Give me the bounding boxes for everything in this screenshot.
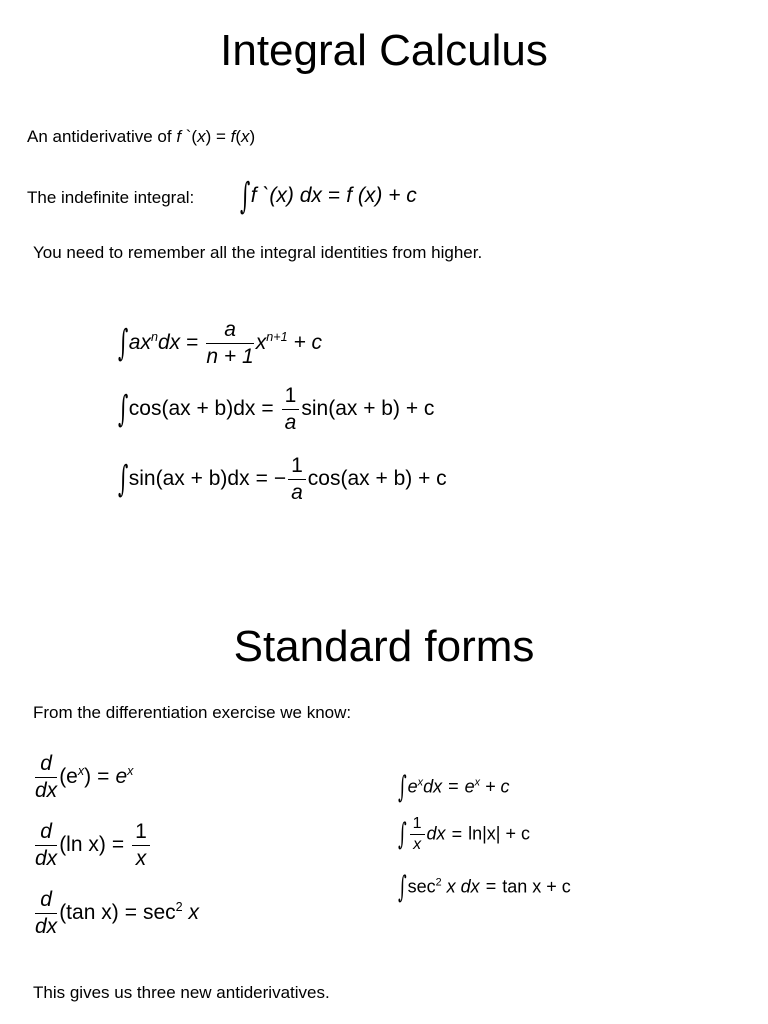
derivative-ln: $\frac{d}{dx}$ (ln x) = $\frac{1}{x}$ xyxy=(33,820,152,871)
integral-sign-icon: ∫ xyxy=(398,817,407,853)
fraction: $\frac{1}{x}$ xyxy=(410,815,425,855)
conclusion-text: This gives us three new antiderivatives. xyxy=(33,983,330,1002)
fraction: $\frac{1}{x}$ xyxy=(132,820,150,871)
integral-sign-icon: ∫ xyxy=(118,323,129,365)
antiderivative-exp: $\int e^xdx = e^x + c$ xyxy=(398,770,510,805)
intro-text: From the differentiation exercise we know: xyxy=(33,703,352,722)
fraction: $\frac{1}{a}$ xyxy=(288,454,306,505)
identity-cos: ∫cos(ax + b)dx = $\frac{1}{a}$ sin(ax + b) + c xyxy=(118,384,435,435)
integral-sign-icon: ∫ xyxy=(118,459,129,501)
indefinite-integral-label: The indefinite integral: xyxy=(27,188,195,207)
integral-sign-icon: ∫ xyxy=(398,870,407,905)
indefinite-integral-formula: ∫f `(x) dx = f (x) + c xyxy=(240,176,417,217)
fraction: $\frac{a}{n + 1}$ xyxy=(206,318,254,369)
section-title: Standard forms xyxy=(233,622,535,671)
integral-sign-icon: ∫ xyxy=(118,389,129,431)
derivative-exp: $\frac{d}{dx}$ $(e^x) = e^x$ xyxy=(35,752,134,803)
antiderivative-ln: ∫ $\frac{1}{x}$ dx = ln|x| + c xyxy=(398,815,530,854)
remember-note: You need to remember all the integral identities from higher. xyxy=(33,243,483,262)
page-title: Integral Calculus xyxy=(220,26,548,75)
derivative-operator: $\frac{d}{dx}$ xyxy=(35,752,58,803)
identity-power-rule: $\int ax^ndx$ = $\frac{a}{n + 1}$ $x^{n+1} + c$ xyxy=(118,318,323,369)
derivative-operator: $\frac{d}{dx}$ xyxy=(35,888,58,939)
antiderivative-definition: An antiderivative of f `(x) = f(x) xyxy=(27,127,256,146)
integral-sign-icon: ∫ xyxy=(398,770,407,805)
integral-sign-icon: ∫ xyxy=(240,176,251,217)
derivative-tan: $\frac{d}{dx}$ (tan $x) = \sec^2 x$ xyxy=(35,888,200,939)
derivative-operator: $\frac{d}{dx}$ xyxy=(35,820,58,871)
antiderivative-sec: $\int\sec^2$ x dx = tan x + c xyxy=(398,870,571,905)
identity-sin: ∫sin(ax + b)dx = − $\frac{1}{a}$ cos(ax + b) + c xyxy=(118,454,447,505)
fraction: $\frac{1}{a}$ xyxy=(282,384,300,435)
